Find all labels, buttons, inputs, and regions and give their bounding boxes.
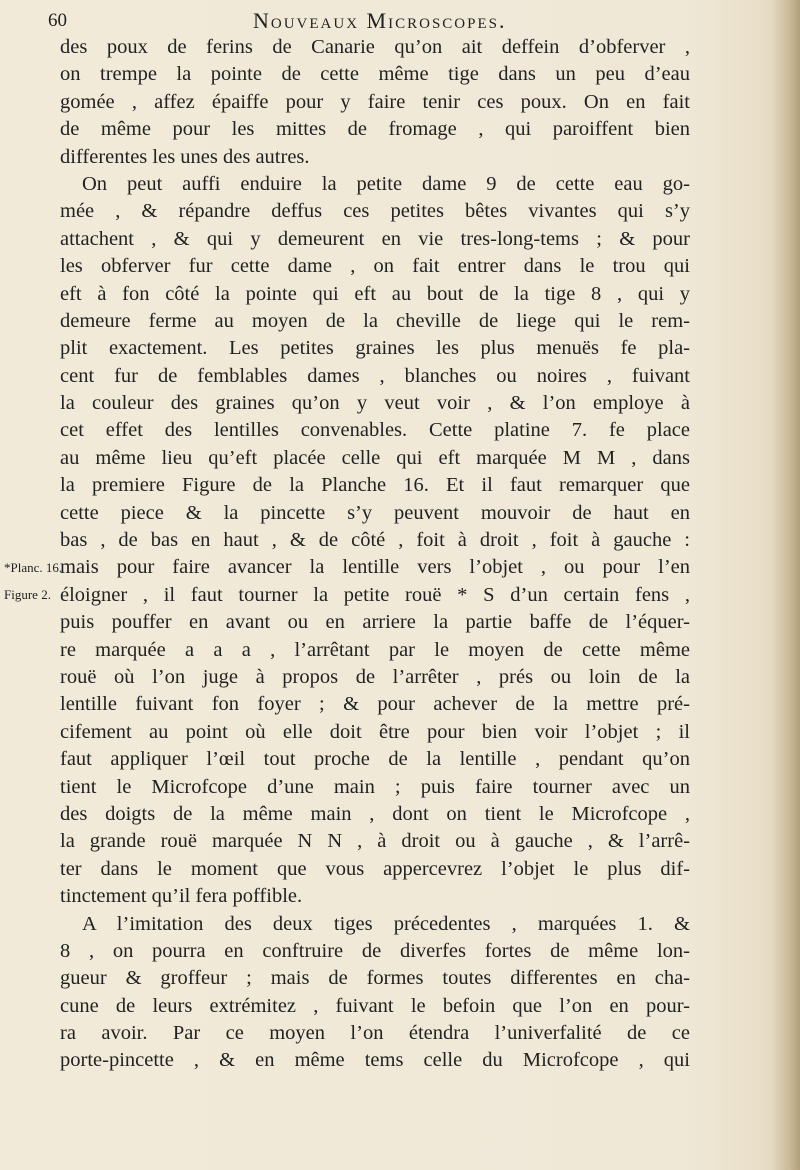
page-edge (772, 0, 800, 1170)
text-line: on trempe la pointe de cette même tige dans un peu d’eau (60, 63, 690, 86)
text-line: bas , de bas en haut , & de côté , foit à droit , foit à gauche : (60, 529, 690, 552)
text-line: éloigner , il faut tourner la petite rouë * S d’un certain fens , (60, 583, 690, 606)
text-line: attachent , & qui y demeurent en vie tres-long-tems ; & pour (60, 227, 690, 250)
text-line: des doigts de la même main , dont on tient le Microfcope , (60, 802, 690, 825)
text-line: puis pouffer en avant ou en arriere la partie baffe de l’équer- (60, 611, 690, 634)
text-line: cune de leurs extrémitez , fuivant le befoin que l’on en pour- (60, 994, 690, 1017)
text-line: On peut auffi enduire la petite dame 9 de cette eau go- (82, 172, 690, 195)
text-line: cette piece & la pincette s’y peuvent mouvoir de haut en (60, 501, 690, 524)
text-line: plit exactement. Les petites graines les plus menuës fe pla- (60, 337, 690, 360)
margin-note: Figure 2. (4, 587, 51, 603)
text-line: A l’imitation des deux tiges précedentes , marquées 1. & (82, 912, 690, 935)
text-line: mée , & répandre deffus ces petites bêtes vivantes qui s’y (60, 200, 690, 223)
running-title: Nouveaux Microscopes. (253, 8, 507, 33)
text-line: cet effet des lentilles convenables. Cette platine 7. fe place (60, 419, 690, 442)
text-line: la couleur des graines qu’on y veut voir , & l’on employe à (60, 392, 690, 415)
margin-note: *Planc. 16. (4, 560, 63, 575)
margin-notes (4, 554, 64, 609)
text-line: la grande rouë marquée N N , à droit ou à gauche , & l’arrê- (60, 830, 690, 853)
text-line: de même pour les mittes de fromage , qui paroiffent bien (60, 118, 690, 141)
text-line: differentes les unes des autres. (60, 145, 310, 168)
text-line: ter dans le moment que vous appercevrez l’objet le plus dif- (60, 857, 690, 880)
text-line: tient le Microfcope d’une main ; puis faire tourner avec un (60, 775, 690, 798)
text-line: re marquée a a a , l’arrêtant par le moyen de cette même (60, 638, 690, 661)
text-line: des poux de ferins de Canarie qu’on ait deffein d’obferver , (60, 36, 690, 58)
text-line: mais pour faire avancer la lentille vers l’objet , ou pour l’en (60, 556, 690, 579)
text-line: rouë où l’on juge à propos de l’arrêter , prés ou loin de la (60, 665, 690, 688)
text-line: faut appliquer l’œil tout proche de la lentille , pendant qu’on (60, 748, 690, 771)
text-line: cifement au point où elle doit être pour bien voir l’objet ; il (60, 720, 690, 743)
text-line: lentille fuivant fon foyer ; & pour achever de la mettre pré- (60, 693, 690, 716)
text-line: cent fur de femblables dames , blanches ou noires , fuivant (60, 364, 690, 387)
text-line: la premiere Figure de la Planche 16. Et il faut remarquer que (60, 474, 690, 497)
text-line: gomée , affez épaiffe pour y faire tenir ces poux. On en fait (60, 90, 690, 113)
text-line: au même lieu qu’eft placée celle qui eft marquée M M , dans (60, 446, 690, 469)
text-line: demeure ferme au moyen de la cheville de liege qui le rem- (60, 309, 690, 332)
text-line: ra avoir. Par ce moyen l’on étendra l’univerfalité de ce (60, 1022, 690, 1045)
page-number: 60 (48, 10, 67, 31)
text-line: les obferver fur cette dame , on fait entrer dans le trou qui (60, 255, 690, 278)
body-text (60, 34, 690, 1075)
text-line: tinctement qu’il fera poffible. (60, 885, 303, 908)
text-line: eft à fon côté la pointe qui eft au bout de la tige 8 , qui y (60, 282, 690, 305)
text-line: porte-pincette , & en même tems celle du Microfcope , qui (60, 1049, 690, 1072)
text-line: 8 , on pourra en conftruire de diverfes fortes de même lon- (60, 939, 690, 962)
text-line: gueur & groffeur ; mais de formes toutes differentes en cha- (60, 967, 690, 990)
